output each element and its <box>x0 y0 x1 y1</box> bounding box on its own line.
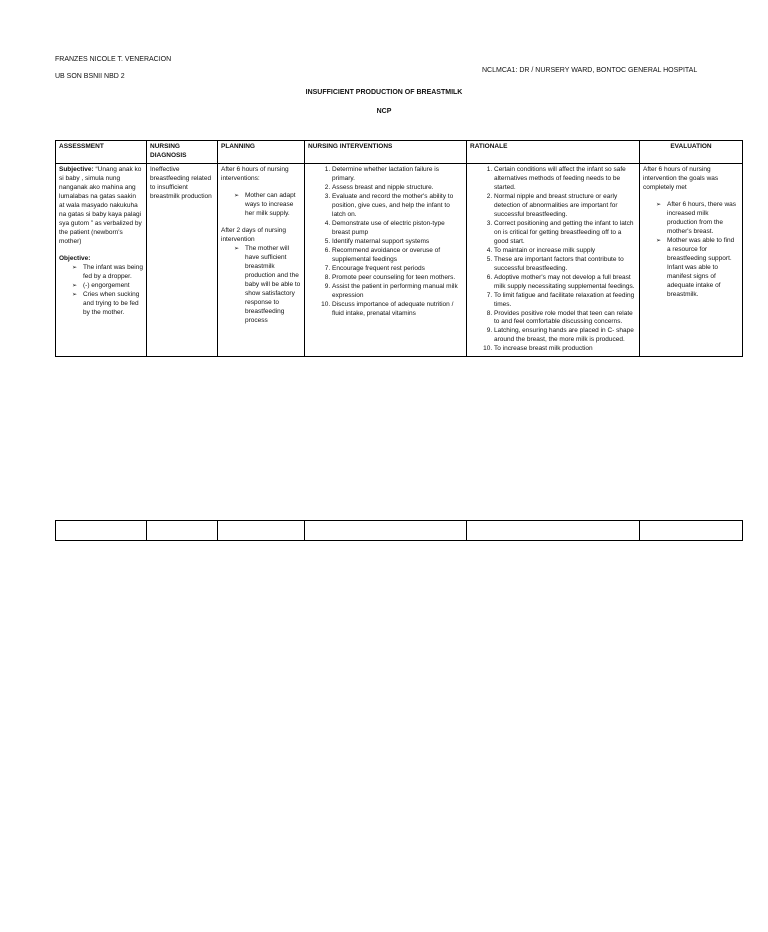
interventions-list <box>308 166 463 318</box>
student-name: FRANZES NICOLE T. VENERACION <box>55 56 172 63</box>
empty-cell <box>640 521 743 541</box>
document-subtitle: NCP <box>376 108 392 115</box>
list-item: 1. Determine whether lactation failure is primary. <box>332 166 463 184</box>
empty-cell <box>218 521 305 541</box>
empty-cell <box>56 521 147 541</box>
list-item: 7. To limit fatigue and facilitate relaxation at feeding times. <box>494 292 636 310</box>
subjective-text: “Unang anak ko si baby , simula nung nanganak ako mahina ang lumalabas na gatas saakin at wala masyado nakukuha na gatas si baby kaya palagi sya gutom ” as verbalized by the patient (newborn's mother) <box>59 166 142 245</box>
list-item: ➢ The mother will have sufficient breastmilk production and the baby will be able to show satisfactory response to breastfeeding process <box>245 245 301 326</box>
list-item: 1. Certain conditions will affect the infant so safe alternatives methods of feeding needs to be started. <box>494 166 636 193</box>
list-item: 6. Adoptive mother's may not develop a full breast milk supply necessitating supplemental feedings. <box>494 274 636 292</box>
subjective-block <box>59 166 143 247</box>
document-title: INSUFFICIENT PRODUCTION OF BREASTMILK <box>305 89 463 96</box>
list-item: ➢ (-) engorgement <box>83 282 143 291</box>
list-item: 4. Demonstrate use of electric piston-type breast pump <box>332 220 463 238</box>
header-nursing-diagnosis: NURSING DIAGNOSIS <box>147 141 218 164</box>
objective-list <box>59 264 143 318</box>
header-evaluation: EVALUATION <box>640 141 743 164</box>
objective-label: Objective: <box>59 254 91 262</box>
subjective-label: Subjective: <box>59 166 94 173</box>
empty-cell <box>147 521 218 541</box>
evaluation-cell <box>640 164 743 357</box>
diagnosis-cell: Ineffective breastfeeding related to insufficient breastmilk production <box>147 164 218 357</box>
evaluation-list <box>643 201 739 300</box>
rotation-info: NCLMCA1: DR / NURSERY WARD, BONTOC GENERAL HOSPITAL <box>482 67 698 74</box>
header-planning: PLANNING <box>218 141 305 164</box>
list-item: 3. Evaluate and record the mother's ability to position, give cues, and help the infant to latch on. <box>332 193 463 220</box>
list-item: 7. Encourage frequent rest periods <box>332 265 463 274</box>
planning-long-term-list <box>221 245 301 326</box>
planning-short-term-list <box>221 192 301 219</box>
rationale-cell <box>467 164 640 357</box>
list-item: ➢ Mother can adapt ways to increase her milk supply. <box>245 192 301 219</box>
ncp-table <box>55 140 743 357</box>
list-item: ➢ The infant was being fed by a dropper. <box>83 264 143 282</box>
list-item: 5. Identify maternal support systems <box>332 238 463 247</box>
empty-cell <box>305 521 467 541</box>
header-assessment: ASSESSMENT <box>56 141 147 164</box>
header-nursing-interventions: NURSING INTERVENTIONS <box>305 141 467 164</box>
empty-table <box>55 520 743 541</box>
header-rationale: RATIONALE <box>467 141 640 164</box>
evaluation-intro: After 6 hours of nursing intervention the goals was completely met <box>643 166 719 191</box>
list-item: ➢ Mother was able to find a resource for breastfeeding support. Infant was able to manifest signs of adequate intake of breastmilk. <box>667 237 739 300</box>
list-item: 9. Latching, ensuring hands are placed in C- shape around the breast, the more milk is produced. <box>494 327 636 345</box>
list-item: 2. Normal nipple and breast structure or early detection of abnormalities are important for successful breastfeeding. <box>494 193 636 220</box>
list-item: 9. Assist the patient in performing manual milk expression <box>332 283 463 301</box>
school-section: UB SON BSNII NBD 2 <box>55 73 125 80</box>
list-item: 8. Promote peer counseling for teen mothers. <box>332 274 463 283</box>
assessment-cell <box>56 164 147 357</box>
table-row <box>56 521 743 541</box>
planning-cell <box>218 164 305 357</box>
list-item: 8. Provides positive role model that teen can relate to and feel comfortable discussing concerns. <box>494 310 636 328</box>
list-item: 10. To increase breast milk production <box>494 345 636 354</box>
planning-short-term-intro: After 6 hours of nursing interventions: <box>221 166 289 182</box>
rationale-list <box>470 166 636 354</box>
list-item: ➢ After 6 hours, there was increased milk production from the mother's breast. <box>667 201 739 237</box>
interventions-cell <box>305 164 467 357</box>
list-item: 2. Assess breast and nipple structure. <box>332 184 463 193</box>
list-item: 10. Discuss importance of adequate nutrition / fluid intake, prenatal vitamins <box>332 301 463 319</box>
list-item: 6. Recommend avoidance or overuse of supplemental feedings <box>332 247 463 265</box>
planning-long-term-intro: After 2 days of nursing intervention <box>221 226 287 243</box>
table-header-row <box>56 141 743 164</box>
list-item: 3. Correct positioning and getting the infant to latch on is critical for getting breastfeeding off to a good start. <box>494 220 636 247</box>
list-item: ➢ Cries when sucking and trying to be fed by the mother. <box>83 291 143 318</box>
table-row <box>56 164 743 357</box>
empty-cell <box>467 521 640 541</box>
list-item: 5. These are important factors that contribute to successful breastfeeding. <box>494 256 636 274</box>
list-item: 4. To maintain or increase milk supply <box>494 247 636 256</box>
